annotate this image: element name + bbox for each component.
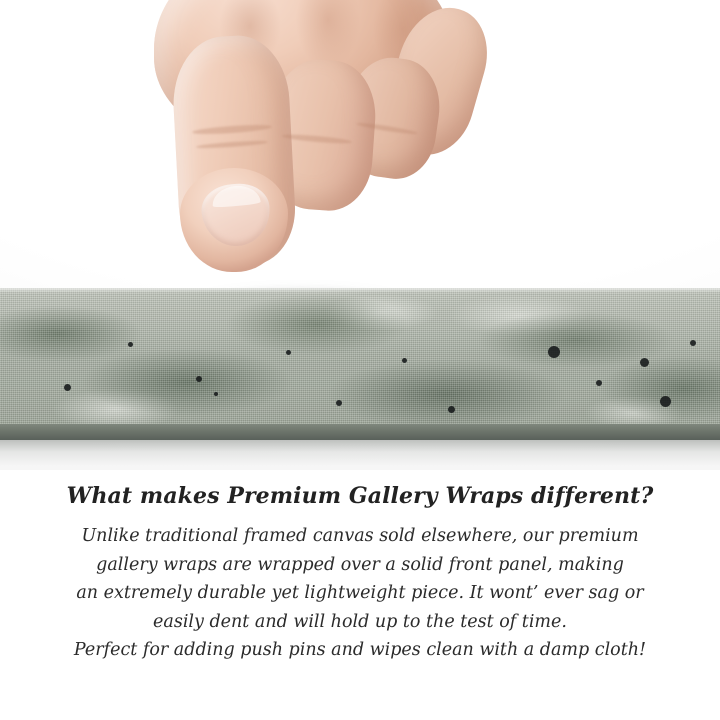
canvas-speck: [196, 376, 202, 382]
canvas-speck: [596, 380, 602, 386]
canvas-top-highlight: [0, 288, 720, 293]
canvas-speck: [640, 358, 649, 367]
caption-body: [0, 522, 720, 665]
canvas-speck: [548, 346, 560, 358]
caption-line: gallery wraps are wrapped over a solid front panel, making: [96, 554, 624, 575]
caption-line: Unlike traditional framed canvas sold elsewhere, our premium: [81, 526, 639, 546]
canvas-speck: [128, 342, 133, 347]
canvas-speck: [214, 392, 218, 396]
caption-block: [0, 478, 720, 665]
canvas-speck: [336, 400, 342, 406]
canvas-speck: [64, 384, 71, 391]
caption-line: Perfect for adding push pins and wipes clean with a damp cloth!: [73, 640, 647, 660]
canvas-weave-texture: [0, 288, 720, 440]
canvas-speck: [286, 350, 291, 355]
canvas-speck: [690, 340, 696, 346]
canvas-drop-shadow: [0, 440, 720, 466]
canvas-side-edge: [0, 424, 720, 440]
caption-line: an extremely durable yet lightweight piece. It wont’ ever sag or: [76, 583, 644, 603]
caption-heading: What makes Premium Gallery Wraps different?: [66, 483, 654, 509]
canvas-speck: [402, 358, 407, 363]
hand-illustration: [118, 0, 478, 320]
canvas-speck: [448, 406, 455, 413]
canvas-speck: [660, 396, 671, 407]
caption-line: easily dent and will hold up to the test of time.: [153, 611, 567, 632]
gallery-wrap-canvas-edge: [0, 288, 720, 440]
